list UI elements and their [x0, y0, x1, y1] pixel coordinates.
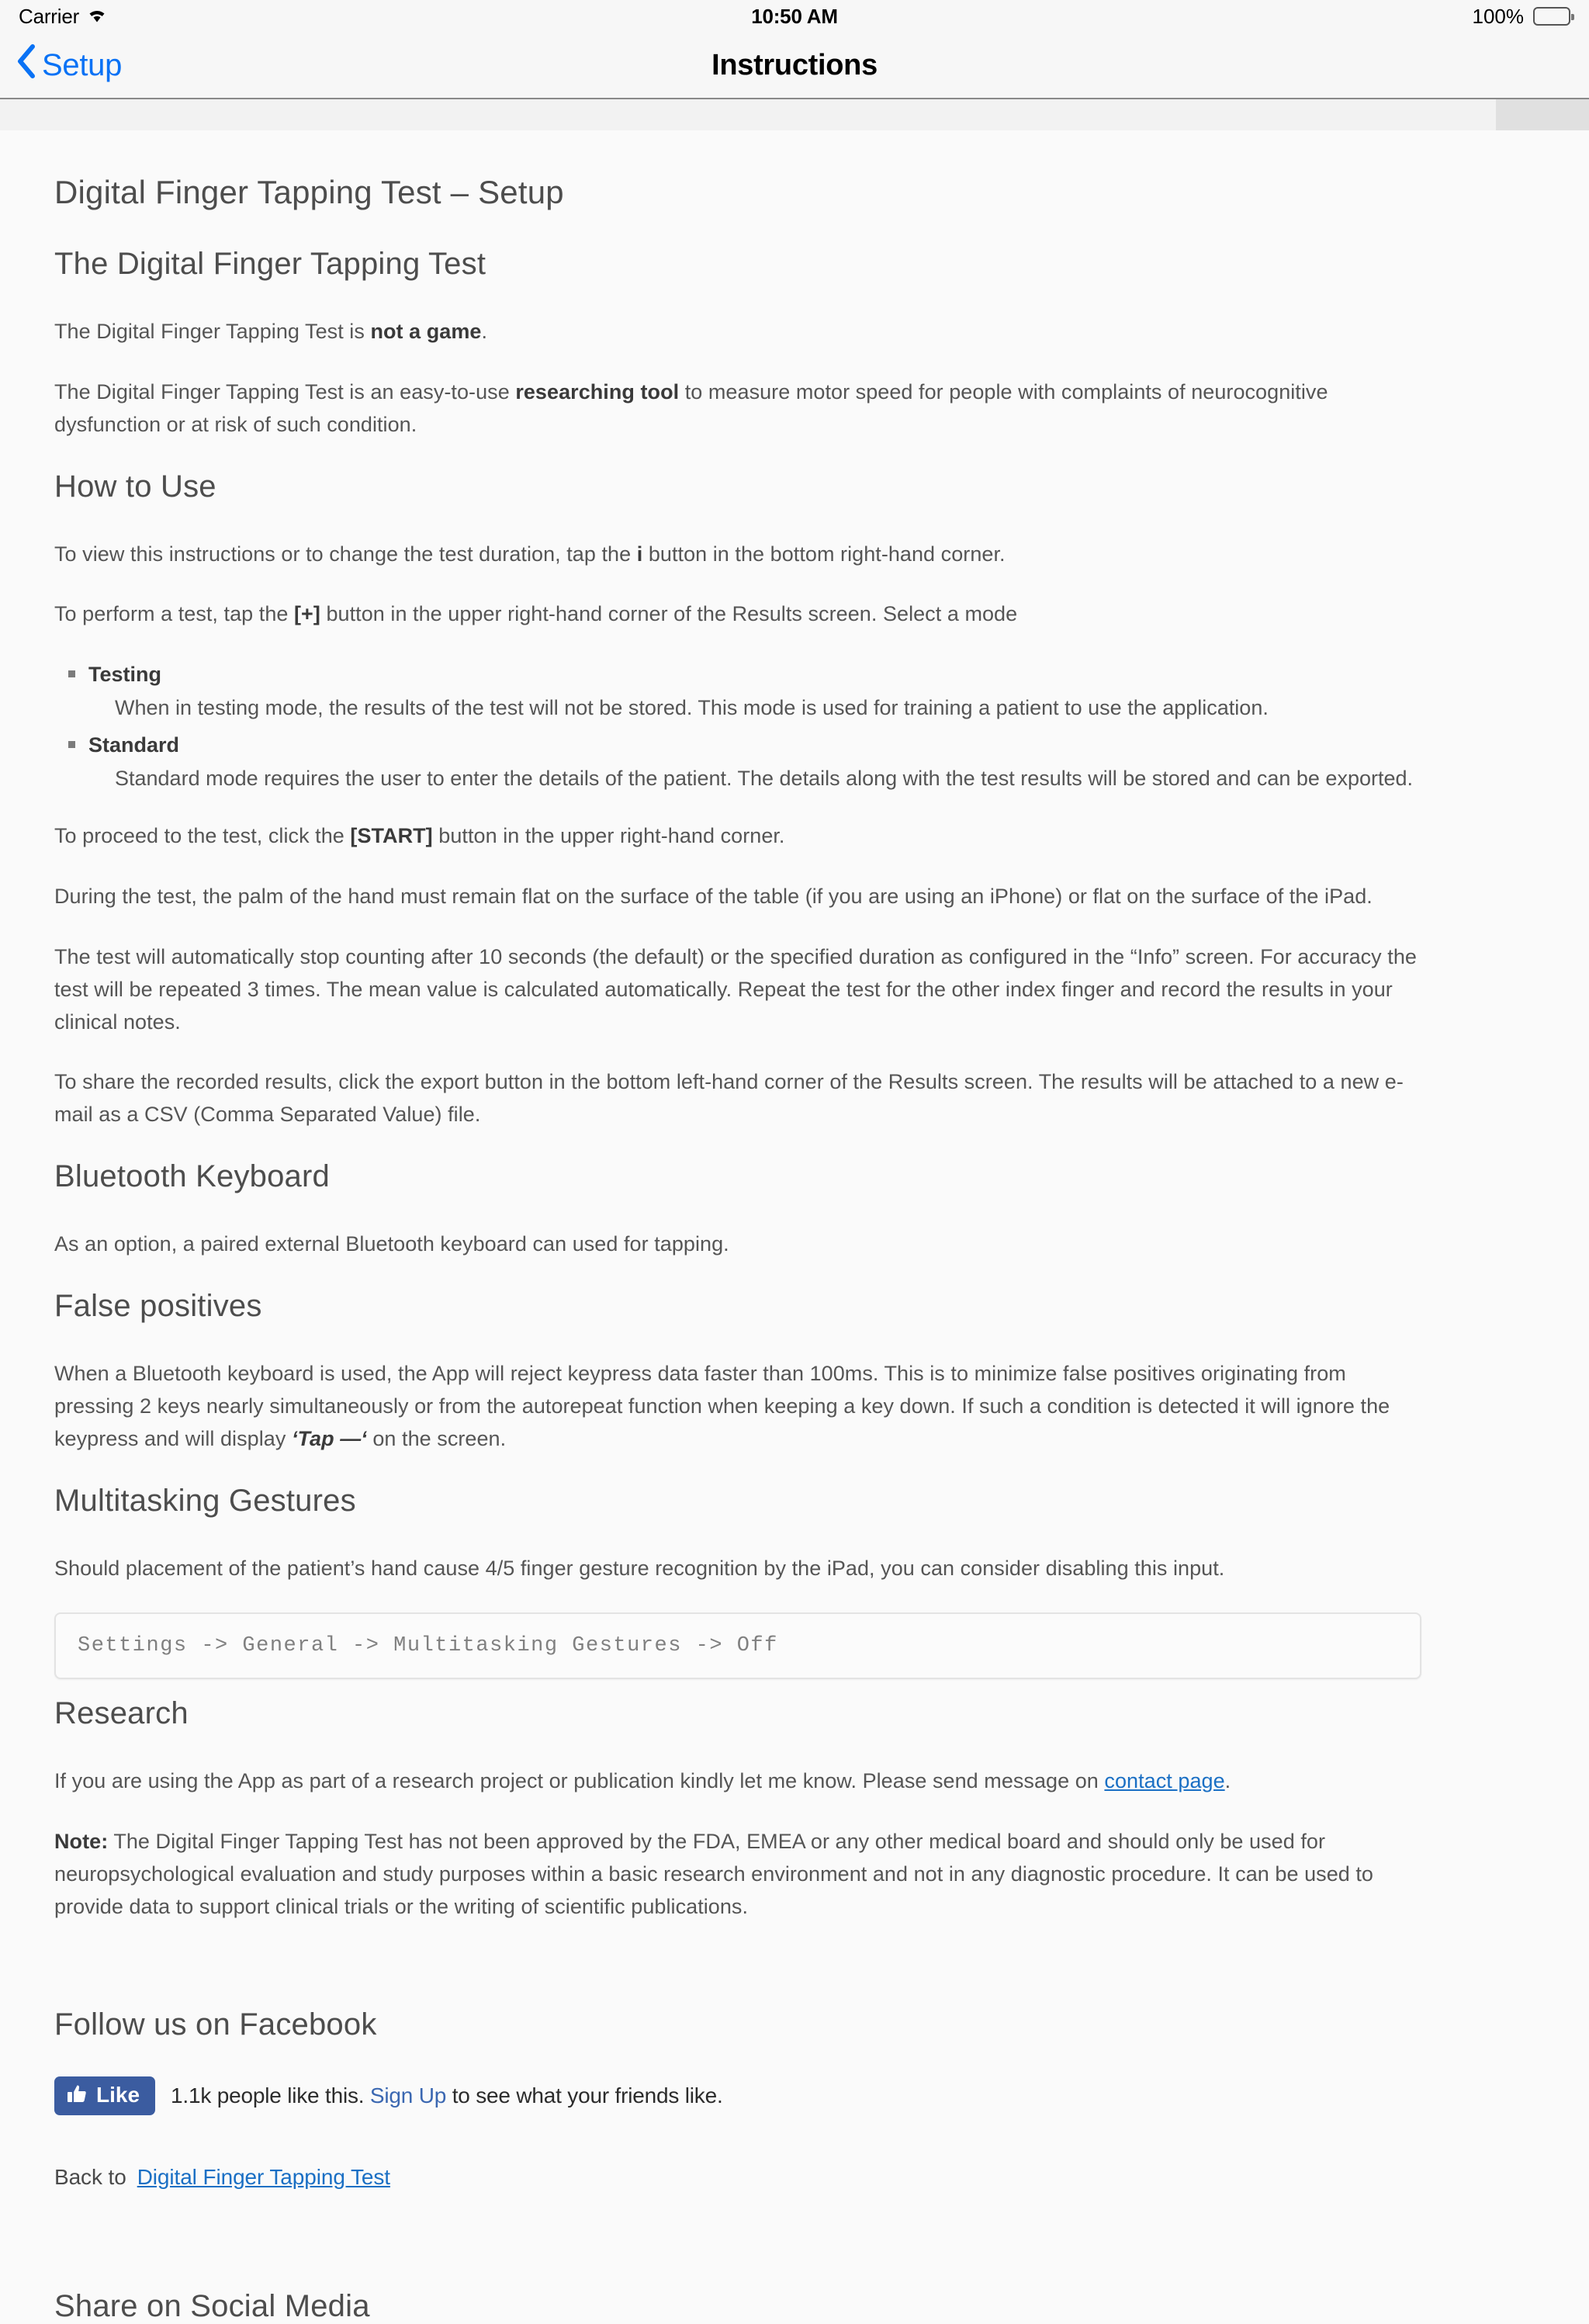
text-fragment: .: [1224, 1769, 1231, 1793]
battery-percent-label: 100%: [1472, 4, 1524, 28]
list-item: [88, 729, 1421, 794]
back-to-app-link[interactable]: Digital Finger Tapping Test: [137, 2164, 390, 2189]
navigation-bar: [0, 33, 1589, 99]
text-fragment: button in the upper right-hand corner.: [432, 824, 785, 848]
text-fragment: When a Bluetooth keyboard is used, the App will reject keypress data faster than 100ms. This is to minimize false positives originating from pressing 2 keys nearly simultaneously or from the autorepeat function when keeping a key down. If such a condition is detected it will ignore the keypress and will display: [54, 1361, 1390, 1450]
settings-path-code-block: [54, 1612, 1421, 1679]
back-button-label: Setup: [42, 47, 123, 82]
web-content-view[interactable]: [0, 130, 1589, 2323]
document-body: [0, 130, 1505, 2324]
multitasking-paragraph-1: Should placement of the patient’s hand cause 4/5 finger gesture recognition by the iPad, you can consider disabling this input.: [54, 1556, 1225, 1580]
facebook-like-count-text: [171, 2083, 723, 2108]
mode-description: Standard mode requires the user to enter the details of the patient. The details along with the test results will be stored and can be exported.: [115, 766, 1414, 790]
text-fragment: on the screen.: [366, 1426, 507, 1450]
note-label: Note:: [54, 1830, 109, 1854]
back-to-label: Back to: [54, 2164, 126, 2189]
emphasis-start-button: [START]: [350, 824, 433, 848]
intro-paragraph-1: [54, 316, 1421, 348]
research-paragraph-1: [54, 1765, 1421, 1798]
facebook-sign-up-link[interactable]: Sign Up: [369, 2083, 447, 2108]
section-heading-follow-us-on-facebook: Follow us on Facebook: [54, 2007, 377, 2042]
status-bar-time: 10:50 AM: [751, 4, 838, 28]
section-heading-bluetooth-keyboard: Bluetooth Keyboard: [54, 1159, 330, 1194]
page-title: Instructions: [711, 48, 878, 81]
facebook-like-button[interactable]: [54, 2076, 155, 2115]
section-heading-research: Research: [54, 1696, 189, 1731]
section-heading-how-to-use: How to Use: [54, 469, 216, 504]
text-fragment: To proceed to the test, click the: [54, 824, 351, 848]
list-item: [88, 659, 1421, 723]
facebook-like-label: Like: [96, 2083, 140, 2108]
status-bar: [0, 0, 1589, 33]
text-fragment: to see what your friends like.: [446, 2083, 723, 2108]
text-fragment: button in the upper right-hand corner of the Results screen. Select a mode: [320, 602, 1018, 626]
intro-paragraph-2: [54, 376, 1421, 442]
how-to-use-paragraph-5: The test will automatically stop counting after 10 seconds (the default) or the specified duration as configured in the “Info” screen. For accuracy the test will be repeated 3 times. The mean value is calculated automatically. Repeat the test for the other index finger and record the results in your clinical notes.: [54, 944, 1417, 1034]
emphasis-not-a-game: not a game: [370, 320, 482, 343]
section-heading-share-on-social-media: Share on Social Media: [54, 2288, 370, 2323]
mode-name: Testing: [88, 663, 161, 687]
back-to-row: [54, 2165, 1421, 2190]
settings-path-code-text: Settings -> General -> Multitasking Gestures -> Off: [78, 1634, 778, 1658]
mode-list: [54, 659, 1421, 794]
section-heading-intro: The Digital Finger Tapping Test: [54, 247, 486, 281]
section-heading-false-positives: False positives: [54, 1288, 262, 1323]
text-fragment: The Digital Finger Tapping Test is an easy-to-use: [54, 379, 516, 403]
facebook-like-row: [54, 2076, 1421, 2115]
battery-icon: [1533, 7, 1570, 26]
scrollbar-thumb[interactable]: [1496, 99, 1589, 130]
thumbs-up-icon: [67, 2083, 87, 2108]
text-fragment: to measure motor speed for people with complaints of neurocognitive dysfunction or at risk of such condition.: [54, 379, 1328, 436]
emphasis-info-button: i: [636, 542, 643, 566]
horizontal-scrollbar[interactable]: [0, 99, 1589, 130]
how-to-use-paragraph-2: [54, 598, 1421, 631]
emphasis-plus-button: [+]: [294, 602, 320, 626]
false-positives-paragraph-1: [54, 1358, 1421, 1456]
scrollbar-track: [0, 99, 1496, 130]
text-fragment: .: [481, 320, 488, 343]
emphasis-tap-dash: ‘Tap —‘: [291, 1426, 367, 1450]
note-text: The Digital Finger Tapping Test has not been approved by the FDA, EMEA or any other medical board and should only be used for neuropsychological evaluation and study purposes within a basic research environment and not in any diagnostic procedure. It can be used to provide data to support clinical trials or the writing of scientific publications.: [54, 1830, 1373, 1918]
research-note-paragraph: [54, 1826, 1421, 1924]
text-fragment: 1.1k people like this.: [171, 2083, 370, 2108]
text-fragment: To perform a test, tap the: [54, 602, 295, 626]
carrier-label: Carrier: [19, 4, 80, 28]
text-fragment: The Digital Finger Tapping Test is: [54, 320, 371, 343]
how-to-use-paragraph-4: During the test, the palm of the hand must remain flat on the surface of the table (if you are using an iPhone) or flat on the surface of the iPad.: [54, 885, 1373, 909]
text-fragment: To view this instructions or to change the test duration, tap the: [54, 542, 637, 566]
how-to-use-paragraph-1: [54, 539, 1421, 571]
emphasis-researching-tool: researching tool: [515, 379, 680, 403]
how-to-use-paragraph-6: To share the recorded results, click the export button in the bottom left-hand corner of the Results screen. The results will be attached to a new e-mail as a CSV (Comma Separated Value) file.: [54, 1070, 1404, 1127]
document-title: Digital Finger Tapping Test – Setup: [54, 174, 564, 210]
bluetooth-paragraph-1: As an option, a paired external Bluetooth keyboard can used for tapping.: [54, 1232, 729, 1256]
how-to-use-paragraph-3: [54, 820, 1421, 853]
mode-name: Standard: [88, 733, 180, 757]
status-bar-right: [1473, 5, 1571, 29]
section-heading-multitasking-gestures: Multitasking Gestures: [54, 1483, 356, 1518]
contact-page-link[interactable]: contact page: [1104, 1769, 1225, 1793]
text-fragment: If you are using the App as part of a research project or publication kindly let me know. Please send message on: [54, 1769, 1105, 1793]
mode-description: When in testing mode, the results of the test will not be stored. This mode is used for training a patient to use the application.: [115, 695, 1269, 719]
text-fragment: button in the bottom right-hand corner.: [642, 542, 1006, 566]
